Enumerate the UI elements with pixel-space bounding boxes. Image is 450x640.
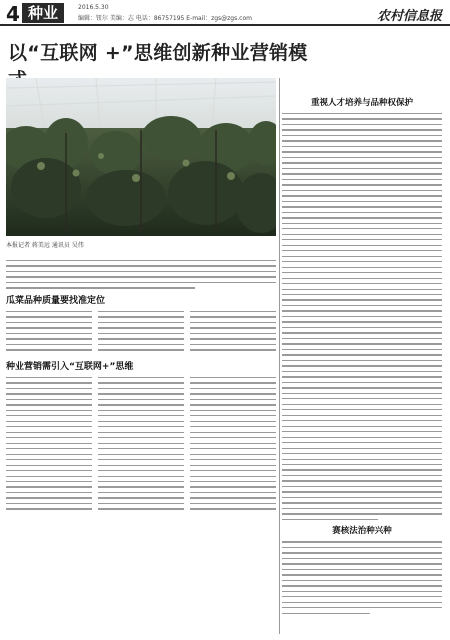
page-header — [0, 0, 450, 26]
newspaper-logo: 农村信息报 — [376, 9, 442, 24]
article-headline: 以“互联网 +”思维创新种业营销模 — [8, 42, 308, 64]
text-block-1 — [6, 311, 276, 355]
page-number: 4 — [6, 2, 20, 26]
text-block-right-2 — [282, 541, 442, 614]
subhead-left-2: 种业营销需引入“互联网+”思维 — [6, 361, 134, 372]
subhead-right-2: 赛核法治种兴种 — [332, 526, 392, 537]
column-divider — [279, 78, 280, 634]
issue-date: 2016.5.30 — [78, 4, 109, 11]
intro-paragraph — [6, 260, 276, 289]
left-column — [6, 250, 276, 514]
section-label: 种业 — [22, 3, 64, 23]
photo-caption: 本报记者 蒋美远 通讯员 吴伟 — [6, 242, 84, 249]
subhead-left-1: 瓜菜品种质量要找准定位 — [6, 295, 106, 306]
greenhouse-photo — [6, 78, 276, 236]
text-block-right-1 — [282, 113, 442, 520]
text-block-2 — [6, 377, 276, 514]
editor-info: 编辑：钮尔 美编：志 电话：86757195 E-mail：zgs@zgs.com — [78, 15, 252, 22]
right-column — [282, 92, 442, 618]
subhead-right-1: 重视人才培养与品种权保护 — [310, 98, 413, 108]
